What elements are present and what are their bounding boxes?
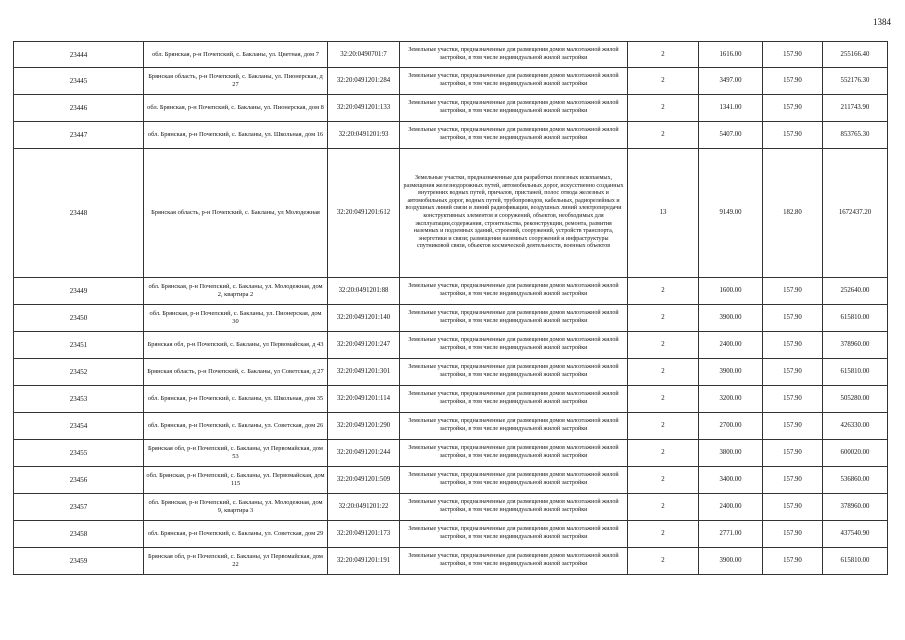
category-cell: 2: [628, 95, 699, 122]
address-cell: обл. Брянская, р-н Почепский, с. Бакланы, ул. Школьная, дом 35: [144, 386, 328, 413]
rate-cell: 157.90: [763, 332, 823, 359]
total-value-cell: 378960.00: [823, 332, 888, 359]
land-purpose-cell: Земельные участки, предназначенные для размещения домов малоэтажной жилой застройки, в том числе индивидуальной жилой застройки: [400, 42, 628, 68]
table-row: [14, 42, 888, 68]
rate-cell: 157.90: [763, 494, 823, 521]
row-id-cell: 23446: [14, 95, 144, 122]
category-cell: 2: [628, 386, 699, 413]
rate-cell: 157.90: [763, 359, 823, 386]
land-purpose-cell: Земельные участки, предназначенные для размещения домов малоэтажной жилой застройки, в том числе индивидуальной жилой застройки: [400, 278, 628, 305]
cadastral-number-cell: 32:20:0491201:284: [328, 68, 400, 95]
total-value-cell: 615810.00: [823, 548, 888, 575]
row-id-cell: 23458: [14, 521, 144, 548]
category-cell: 2: [628, 278, 699, 305]
rate-cell: 157.90: [763, 42, 823, 68]
area-cell: 9149.00: [699, 149, 763, 278]
table-row: [14, 467, 888, 494]
rate-cell: 157.90: [763, 278, 823, 305]
table-row: [14, 278, 888, 305]
row-id-cell: 23457: [14, 494, 144, 521]
table-body: [14, 42, 888, 575]
land-purpose-cell: Земельные участки, предназначенные для размещения домов малоэтажной жилой застройки, в том числе индивидуальной жилой застройки: [400, 440, 628, 467]
land-purpose-cell: Земельные участки, предназначенные для размещения домов малоэтажной жилой застройки, в том числе индивидуальной жилой застройки: [400, 467, 628, 494]
page-number: 1384: [873, 17, 891, 27]
address-cell: Брянская область, р-н Почепский, с. Бакланы, ул Молодежная: [144, 149, 328, 278]
total-value-cell: 1672437.20: [823, 149, 888, 278]
area-cell: 3900.00: [699, 548, 763, 575]
address-cell: обл. Брянская, р-н Почепский, с. Бакланы, ул. Первомайская, дом 115: [144, 467, 328, 494]
total-value-cell: 255166.40: [823, 42, 888, 68]
cadastral-number-cell: 32:20:0491201:509: [328, 467, 400, 494]
table-row: [14, 440, 888, 467]
table-row: [14, 359, 888, 386]
land-purpose-cell: Земельные участки, предназначенные для размещения домов малоэтажной жилой застройки, в том числе индивидуальной жилой застройки: [400, 386, 628, 413]
cadastral-number-cell: 32:20:0491201:612: [328, 149, 400, 278]
category-cell: 2: [628, 494, 699, 521]
area-cell: 2400.00: [699, 332, 763, 359]
total-value-cell: 426330.00: [823, 413, 888, 440]
land-purpose-cell: Земельные участки, предназначенные для размещения домов малоэтажной жилой застройки, в том числе индивидуальной жилой застройки: [400, 521, 628, 548]
land-purpose-cell: Земельные участки, предназначенные для разработки полезных ископаемых, размещения железнодорожных путей, автомобильных дорог, искусственно созданных внутренних водных путей, причалов, пристаней, полос отвода железных и автомобильных дорог, водных путей, трубопроводов, кабельных, радиорелейных и воздушных линий связи и линий радиофикации, воздушных линий электропередачи конструктивных элементов и сооружений, объектов, необходимых для эксплуатации,содержания, строительства, реконструкции, ремонта, развития наземных и подземных зданий, строений, сооружений, устройств транспорта, энергетики и связи; размещения наземных сооружений и инфраструктуры спутниковой связи, объектов космической деятельности, военных объектов: [400, 149, 628, 278]
area-cell: 2771.00: [699, 521, 763, 548]
category-cell: 2: [628, 122, 699, 149]
cadastral-number-cell: 32:20:0491201:114: [328, 386, 400, 413]
area-cell: 3900.00: [699, 359, 763, 386]
area-cell: 3200.00: [699, 386, 763, 413]
area-cell: 1341.00: [699, 95, 763, 122]
rate-cell: 157.90: [763, 305, 823, 332]
category-cell: 2: [628, 359, 699, 386]
row-id-cell: 23444: [14, 42, 144, 68]
area-cell: 3900.00: [699, 305, 763, 332]
land-purpose-cell: Земельные участки, предназначенные для размещения домов малоэтажной жилой застройки, в том числе индивидуальной жилой застройки: [400, 413, 628, 440]
category-cell: 2: [628, 467, 699, 494]
address-cell: Брянская область, р-н Почепский, с. Бакланы, ул. Пионерская, д 27: [144, 68, 328, 95]
land-purpose-cell: Земельные участки, предназначенные для размещения домов малоэтажной жилой застройки, в том числе индивидуальной жилой застройки: [400, 332, 628, 359]
category-cell: 2: [628, 42, 699, 68]
table-row: [14, 548, 888, 575]
total-value-cell: 615810.00: [823, 359, 888, 386]
address-cell: обл. Брянская, р-н Почепский, с. Бакланы, ул. Цветная, дом 7: [144, 42, 328, 68]
address-cell: Брянская область, р-н Почепский, с. Бакланы, ул Советская, д 27: [144, 359, 328, 386]
land-purpose-cell: Земельные участки, предназначенные для размещения домов малоэтажной жилой застройки, в том числе индивидуальной жилой застройки: [400, 359, 628, 386]
address-cell: Брянская обл, р-н Почепский, с. Бакланы, ул Первомайская, д 43: [144, 332, 328, 359]
total-value-cell: 437540.90: [823, 521, 888, 548]
row-id-cell: 23452: [14, 359, 144, 386]
cadastral-number-cell: 32:20:0491201:173: [328, 521, 400, 548]
row-id-cell: 23459: [14, 548, 144, 575]
cadastral-number-cell: 32:20:0491201:133: [328, 95, 400, 122]
rate-cell: 157.90: [763, 413, 823, 440]
table-row: [14, 413, 888, 440]
cadastral-number-cell: 32:20:0490701:7: [328, 42, 400, 68]
area-cell: 3800.00: [699, 440, 763, 467]
address-cell: обл. Брянская, р-н Почепский, с. Бакланы, ул. Молодежная, дом 2, квартира 2: [144, 278, 328, 305]
area-cell: 1616.00: [699, 42, 763, 68]
category-cell: 2: [628, 68, 699, 95]
category-cell: 2: [628, 305, 699, 332]
row-id-cell: 23453: [14, 386, 144, 413]
rate-cell: 157.90: [763, 521, 823, 548]
land-purpose-cell: Земельные участки, предназначенные для размещения домов малоэтажной жилой застройки, в том числе индивидуальной жилой застройки: [400, 68, 628, 95]
cadastral-number-cell: 32:20:0491201:88: [328, 278, 400, 305]
total-value-cell: 552176.30: [823, 68, 888, 95]
row-id-cell: 23455: [14, 440, 144, 467]
cadastral-number-cell: 32:20:0491201:290: [328, 413, 400, 440]
table-row: [14, 68, 888, 95]
total-value-cell: 853765.30: [823, 122, 888, 149]
row-id-cell: 23451: [14, 332, 144, 359]
category-cell: 13: [628, 149, 699, 278]
area-cell: 3497.00: [699, 68, 763, 95]
category-cell: 2: [628, 548, 699, 575]
category-cell: 2: [628, 521, 699, 548]
land-purpose-cell: Земельные участки, предназначенные для размещения домов малоэтажной жилой застройки, в том числе индивидуальной жилой застройки: [400, 95, 628, 122]
table-row: [14, 122, 888, 149]
land-purpose-cell: Земельные участки, предназначенные для размещения домов малоэтажной жилой застройки, в том числе индивидуальной жилой застройки: [400, 122, 628, 149]
rate-cell: 157.90: [763, 440, 823, 467]
table-row: [14, 305, 888, 332]
table-row: [14, 494, 888, 521]
area-cell: 2400.00: [699, 494, 763, 521]
address-cell: обл. Брянская, р-н Почепский, с. Бакланы, ул. Пионерская, дом 30: [144, 305, 328, 332]
total-value-cell: 615810.00: [823, 305, 888, 332]
cadastral-number-cell: 32:20:0491201:301: [328, 359, 400, 386]
total-value-cell: 600020.00: [823, 440, 888, 467]
land-purpose-cell: Земельные участки, предназначенные для размещения домов малоэтажной жилой застройки, в том числе индивидуальной жилой застройки: [400, 548, 628, 575]
category-cell: 2: [628, 413, 699, 440]
row-id-cell: 23456: [14, 467, 144, 494]
category-cell: 2: [628, 440, 699, 467]
row-id-cell: 23445: [14, 68, 144, 95]
table-row: [14, 332, 888, 359]
rate-cell: 157.90: [763, 548, 823, 575]
address-cell: обл. Брянская, р-н Почепский, с. Бакланы, ул. Советская, дом 29: [144, 521, 328, 548]
table-row: [14, 386, 888, 413]
total-value-cell: 211743.90: [823, 95, 888, 122]
address-cell: обл. Брянская, р-н Почепский, с. Бакланы, ул. Школьная, дом 16: [144, 122, 328, 149]
row-id-cell: 23448: [14, 149, 144, 278]
address-cell: обл. Брянская, р-н Почепский, с. Бакланы, ул. Молодежная, дом 9, квартира 3: [144, 494, 328, 521]
row-id-cell: 23450: [14, 305, 144, 332]
table-row: [14, 149, 888, 278]
rate-cell: 157.90: [763, 122, 823, 149]
cadastral-number-cell: 32:20:0491201:244: [328, 440, 400, 467]
cadastral-number-cell: 32:20:0491201:140: [328, 305, 400, 332]
row-id-cell: 23454: [14, 413, 144, 440]
land-purpose-cell: Земельные участки, предназначенные для размещения домов малоэтажной жилой застройки, в том числе индивидуальной жилой застройки: [400, 494, 628, 521]
rate-cell: 157.90: [763, 467, 823, 494]
address-cell: Брянская обл, р-н Почепский, с. Бакланы, ул Первомайская, дом 22: [144, 548, 328, 575]
cadastral-number-cell: 32:20:0491201:247: [328, 332, 400, 359]
total-value-cell: 252640.00: [823, 278, 888, 305]
table-row: [14, 95, 888, 122]
total-value-cell: 378960.00: [823, 494, 888, 521]
table-row: [14, 521, 888, 548]
address-cell: обл. Брянская, р-н Почепский, с. Бакланы, ул. Пионерская, дом 8: [144, 95, 328, 122]
area-cell: 3400.00: [699, 467, 763, 494]
rate-cell: 157.90: [763, 386, 823, 413]
land-purpose-cell: Земельные участки, предназначенные для размещения домов малоэтажной жилой застройки, в том числе индивидуальной жилой застройки: [400, 305, 628, 332]
row-id-cell: 23447: [14, 122, 144, 149]
rate-cell: 157.90: [763, 68, 823, 95]
cadastral-number-cell: 32:20:0491201:93: [328, 122, 400, 149]
land-parcels-table: [13, 41, 888, 575]
address-cell: Брянская обл, р-н Почепский, с. Бакланы, ул Первомайская, дом 53: [144, 440, 328, 467]
total-value-cell: 505280.00: [823, 386, 888, 413]
area-cell: 2700.00: [699, 413, 763, 440]
area-cell: 1600.00: [699, 278, 763, 305]
address-cell: обл. Брянская, р-н Почепский, с. Бакланы, ул. Советская, дом 26: [144, 413, 328, 440]
category-cell: 2: [628, 332, 699, 359]
cadastral-number-cell: 32:20:0491201:191: [328, 548, 400, 575]
rate-cell: 182.80: [763, 149, 823, 278]
total-value-cell: 536860.00: [823, 467, 888, 494]
area-cell: 5407.00: [699, 122, 763, 149]
cadastral-number-cell: 32:20:0491201:22: [328, 494, 400, 521]
row-id-cell: 23449: [14, 278, 144, 305]
rate-cell: 157.90: [763, 95, 823, 122]
